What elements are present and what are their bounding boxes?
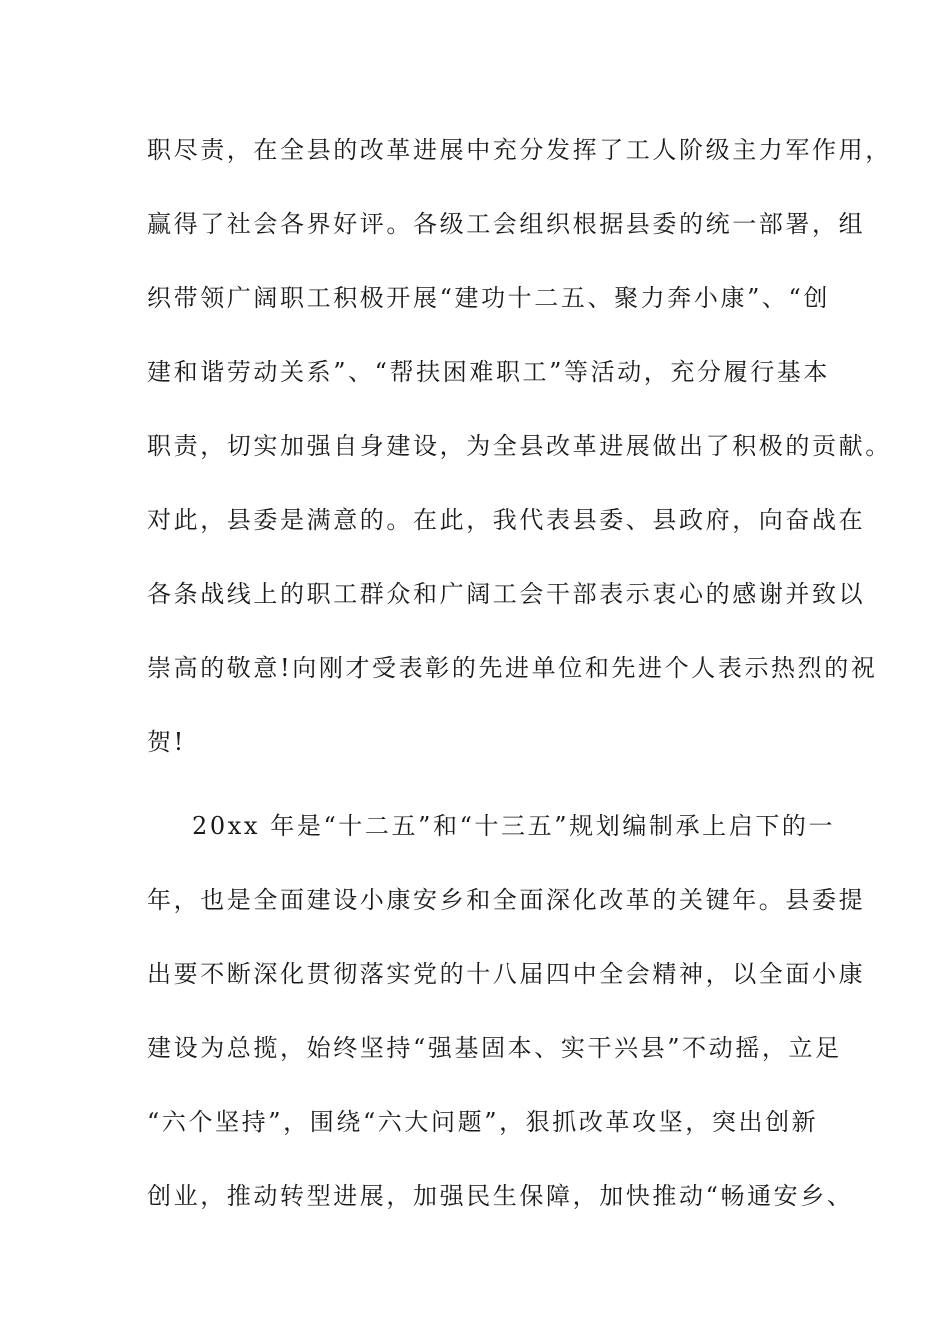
paragraph-2-line-2: 年，也是全面建设小康安乡和全面深化改革的关键年。县委提 [147,886,866,914]
paragraph-2-line-6: 创业，推动转型进展，加强民生保障，加快推动“畅通安乡、 [147,1182,854,1210]
paragraph-1-line-5: 职责，切实加强自身建设，为全县改革进展做出了积极的贡献。 [147,432,892,460]
paragraph-1-line-9: 贺! [147,728,186,756]
paragraph-1-line-7: 各条战线上的职工群众和广阔工会干部表示衷心的感谢并致以 [147,580,866,608]
paragraph-1-line-1: 职尽责，在全县的改革进展中充分发挥了工人阶级主力军作用， [147,136,892,164]
paragraph-1-line-8: 崇高的敬意!向刚才受表彰的先进单位和先进个人表示热烈的祝 [147,654,878,682]
paragraph-2-line-5: “六个坚持”，围绕“六大问题”，狠抓改革攻坚，突出创新 [147,1108,819,1136]
paragraph-1-line-4: 建和谐劳动关系”、“帮扶困难职工”等活动，充分履行基本 [147,358,831,386]
paragraph-2-line-4: 建设为总揽，始终坚持“强基固本、实干兴县”不动摇，立足 [147,1034,842,1062]
paragraph-2-line-1: 20xx 年是“十二五”和“十三五”规划编制承上启下的一 [192,812,836,840]
paragraph-1-line-6: 对此，县委是满意的。在此，我代表县委、县政府，向奋战在 [147,506,866,534]
paragraph-1-line-2: 赢得了社会各界好评。各级工会组织根据县委的统一部署，组 [147,210,866,238]
paragraph-2-line-3: 出要不断深化贯彻落实党的十八届四中全会精神，以全面小康 [147,960,866,988]
paragraph-1-line-3: 织带领广阔职工积极开展“建功十二五、聚力奔小康”、“创 [147,284,831,312]
